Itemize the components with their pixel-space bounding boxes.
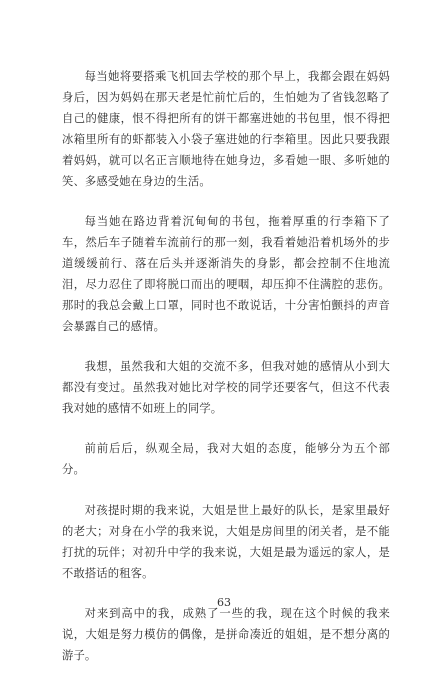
paragraph-2: 每当她在路边背着沉甸甸的书包，拖着厚重的行李箱下了车，然后车子随着车流前行的那一刻，我看着她沿着机场外的步道缓缓前行、落在后头并逐渐消失的身影，都会控制不住地流泪，尽力忍住了即将脱口而出的哽咽，却压抑不住满腔的悲伤。那时的我总会戴上口罩，同时也不敢说话，十分害怕颤抖的声音会暴露自己的感情。 bbox=[62, 215, 390, 333]
paragraph-1: 每当她将要搭乘飞机回去学校的那个早上，我都会跟在妈妈身后，因为妈妈在那天老是忙前忙后的，生怕她为了省钱忽略了自己的健康，恨不得把所有的饼干都塞进她的书包里，恨不得把冰箱里所有的虾都装入小袋子塞进她的行李箱里。因此只要我跟着妈妈，就可以名正言顺地待在她身边，多看她一眼、多听她的笑、多感受她在身边的生活。 bbox=[62, 70, 390, 188]
paragraph-4: 前前后后，纵观全局，我对大姐的态度，能够分为五个部分。 bbox=[62, 442, 390, 476]
paragraph-6: 对来到高中的我，成熟了一些的我，现在这个时候的我来说，大姐是努力模仿的偶像，是拼命凑近的姐姐，是不想分离的游子。 bbox=[62, 607, 390, 662]
paragraph-5: 对孩提时期的我来说，大姐是世上最好的队长，是家里最好的老大；对身在小学的我来说，大姐是房间里的闭关者，是不能打扰的玩伴；对初升中学的我来说，大姐是最为遥远的家人，是不敢搭话的租客。 bbox=[62, 504, 390, 580]
body-text bbox=[62, 66, 390, 685]
page-number: 63 bbox=[217, 596, 231, 609]
paragraph-3: 我想，虽然我和大姐的交流不多，但我对她的感情从小到大都没有变过。虽然我对她比对学校的同学还要客气，但这不代表我对她的感情不如班上的同学。 bbox=[62, 360, 390, 415]
